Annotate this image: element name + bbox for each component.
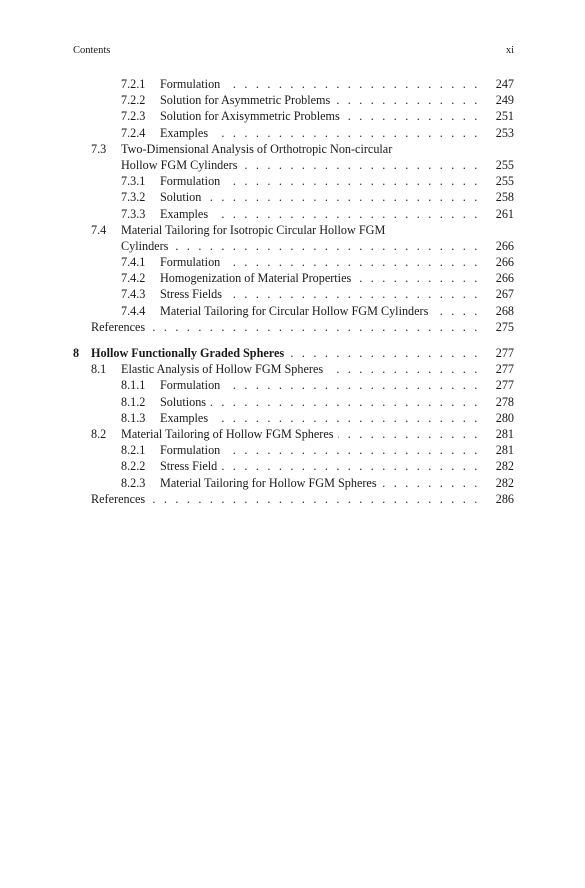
entry-page: 266: [495, 255, 514, 270]
entry-page: 282: [495, 475, 514, 490]
entry-title: Formulation: [160, 378, 224, 392]
entry-page: 278: [495, 394, 514, 409]
toc-section-entry[interactable]: [73, 426, 514, 442]
toc-entry[interactable]: [73, 458, 514, 474]
entry-title: Solution for Asymmetric Problems: [160, 93, 334, 107]
entry-number: 8.2.1: [121, 443, 146, 458]
entry-page: 280: [495, 410, 514, 425]
entry-number: 7.2.2: [121, 93, 146, 108]
entry-page: 267: [495, 287, 514, 302]
entry-title: Formulation: [160, 255, 224, 269]
running-head: [73, 45, 514, 59]
entry-title: Material Tailoring for Isotropic Circular Hollow FGM: [121, 222, 386, 237]
toc-references-entry[interactable]: [73, 491, 514, 507]
entry-title: Examples: [160, 207, 212, 221]
entry-title: Homogenization of Material Properties: [160, 271, 355, 285]
entry-page: 268: [495, 303, 514, 318]
entry-number: 8.2.3: [121, 475, 146, 490]
entry-page: 281: [495, 443, 514, 458]
entry-number: 7.4.2: [121, 271, 146, 286]
entry-page: 266: [495, 238, 514, 253]
entry-number: 8.1: [91, 362, 107, 377]
entry-title: Stress Field: [160, 459, 221, 473]
toc-section-entry-continued[interactable]: [73, 157, 514, 173]
toc-entry[interactable]: [73, 173, 514, 189]
toc-entry[interactable]: [73, 76, 514, 92]
entry-number: 7.3.2: [121, 190, 146, 205]
toc-entry[interactable]: [73, 377, 514, 393]
toc-entry[interactable]: [73, 410, 514, 426]
entry-title: Material Tailoring for Circular Hollow FGM Cylinders: [160, 304, 432, 318]
running-head-title: Contents: [73, 45, 111, 56]
toc-entry[interactable]: [73, 206, 514, 222]
entry-number: 7.2.3: [121, 109, 146, 124]
entry-page: 277: [495, 378, 514, 393]
entry-title: Examples: [160, 126, 212, 140]
toc-entry[interactable]: [73, 442, 514, 458]
entry-page: 249: [495, 93, 514, 108]
entry-title: Formulation: [160, 443, 224, 457]
toc-entry[interactable]: [73, 303, 514, 319]
entry-title: References: [91, 492, 149, 506]
toc-entry[interactable]: [73, 270, 514, 286]
entry-title: References: [91, 320, 149, 334]
entry-title: Two-Dimensional Analysis of Orthotropic Non-circular: [121, 141, 393, 156]
entry-title: Solution for Axisymmetric Problems: [160, 109, 344, 123]
entry-number: 7.3: [91, 141, 107, 156]
entry-number: 8.2: [91, 426, 107, 441]
toc-entry[interactable]: [73, 108, 514, 124]
entry-page: 255: [495, 157, 514, 172]
entry-title: Examples: [160, 411, 212, 425]
toc-entry[interactable]: [73, 189, 514, 205]
toc-entry[interactable]: [73, 286, 514, 302]
toc-section-entry[interactable]: [73, 141, 514, 157]
entry-page: 277: [495, 346, 514, 360]
entry-number: 7.2.1: [121, 77, 146, 91]
entry-page: 266: [495, 271, 514, 286]
toc-entry[interactable]: [73, 254, 514, 270]
entry-number: 7.4: [91, 222, 107, 237]
entry-page: 255: [495, 174, 514, 189]
entry-number: 7.4.3: [121, 287, 146, 302]
toc-section-entry-continued[interactable]: [73, 238, 514, 254]
chapter-gap: [73, 335, 514, 345]
toc-entry[interactable]: [73, 92, 514, 108]
toc-entry[interactable]: [73, 394, 514, 410]
entry-page: 247: [495, 77, 514, 91]
entry-title: Solution: [160, 190, 205, 204]
entry-number: 8.1.2: [121, 394, 146, 409]
page-number: xi: [505, 45, 514, 56]
entry-title: Elastic Analysis of Hollow FGM Spheres: [121, 362, 327, 376]
toc-section-entry[interactable]: [73, 222, 514, 238]
entry-page: 258: [495, 190, 514, 205]
entry-title: Formulation: [160, 174, 224, 188]
entry-title: Material Tailoring for Hollow FGM Spheres: [160, 476, 381, 490]
entry-page: 277: [495, 362, 514, 377]
entry-number: 7.3.3: [121, 206, 146, 221]
entry-page: 281: [495, 426, 514, 441]
toc-references-entry[interactable]: [73, 319, 514, 335]
entry-number: 8.1.1: [121, 378, 146, 393]
entry-number: 7.2.4: [121, 125, 146, 140]
entry-number: 7.3.1: [121, 174, 146, 189]
entry-title: Material Tailoring of Hollow FGM Spheres: [121, 427, 338, 441]
toc-section-entry[interactable]: [73, 361, 514, 377]
entry-page: 251: [495, 109, 514, 124]
entry-title-continued: Cylinders: [121, 239, 172, 253]
entry-page: 275: [495, 319, 514, 334]
entry-page: 286: [495, 491, 514, 506]
entry-page: 253: [495, 125, 514, 140]
toc-entry[interactable]: [73, 475, 514, 491]
chapter-number: 8: [73, 346, 80, 360]
entry-page: 261: [495, 206, 514, 221]
entry-number: 8.2.2: [121, 459, 146, 474]
entry-title: Stress Fields: [160, 287, 226, 301]
table-of-contents: [73, 76, 514, 507]
toc-entry[interactable]: [73, 125, 514, 141]
entry-number: 7.4.1: [121, 255, 146, 270]
entry-title: Solutions: [160, 395, 210, 409]
chapter-title: Hollow Functionally Graded Spheres: [91, 346, 288, 360]
entry-number: 8.1.3: [121, 410, 146, 425]
entry-title-continued: Hollow FGM Cylinders: [121, 158, 241, 172]
entry-number: 7.4.4: [121, 303, 146, 318]
toc-chapter-entry[interactable]: [73, 345, 514, 361]
entry-title: Formulation: [160, 77, 224, 91]
entry-page: 282: [495, 459, 514, 474]
